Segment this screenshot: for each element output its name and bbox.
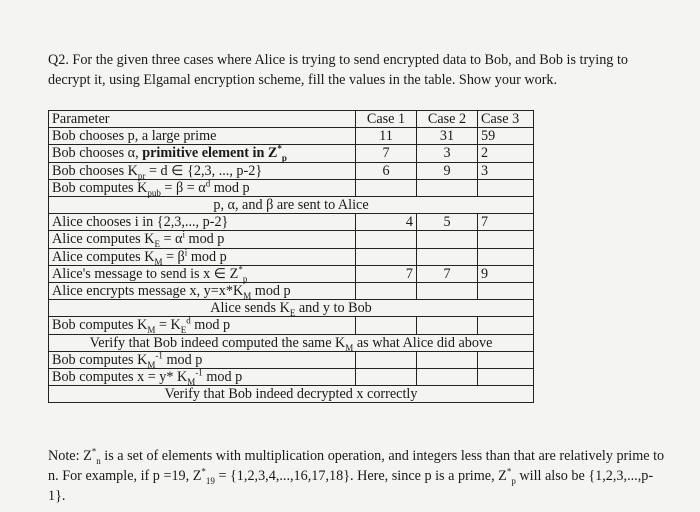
question-text: Q2. For the given three cases where Alice is trying to send encrypted data to Bob, and Bob is trying to decrypt it, using Elgamal encryption scheme, fill the values in the table. Show your work. <box>48 52 628 88</box>
cell-case1[interactable] <box>356 317 417 334</box>
table-row <box>49 283 534 300</box>
table-row <box>49 128 534 145</box>
table-row <box>49 317 534 334</box>
cell-case2[interactable] <box>417 231 478 248</box>
cell-case2[interactable]: 3 <box>417 145 478 162</box>
cell-case3[interactable] <box>478 179 534 196</box>
table-row <box>49 265 534 282</box>
cell-case1[interactable] <box>356 231 417 248</box>
cell-case1[interactable] <box>356 248 417 265</box>
sent-to-alice-label: p, α, and β are sent to Alice <box>49 197 534 214</box>
header-parameter: Parameter <box>49 111 356 128</box>
table-row <box>49 248 534 265</box>
cell-case1[interactable] <box>356 369 417 386</box>
row-label: Bob chooses $K_{pr} = d$ ∈ {2,3, ..., p-2} <box>49 162 356 179</box>
sends-to-bob-label: Alice sends $K_E$ and y to Bob <box>49 300 534 317</box>
cell-case3[interactable] <box>478 283 534 300</box>
cell-case3[interactable] <box>478 248 534 265</box>
row-label: Bob chooses α, primitive element in $Z^*_p$ <box>49 145 356 162</box>
cell-case2[interactable] <box>417 317 478 334</box>
cell-case3[interactable] <box>478 369 534 386</box>
row-label: Alice computes $K_E = \alpha^i$ mod p <box>49 231 356 248</box>
row-label: Bob computes $K_{pub} = \beta = \alpha^d$ mod p <box>49 179 356 196</box>
row-label: Bob chooses p, a large prime <box>49 128 356 145</box>
cell-case3[interactable]: 3 <box>478 162 534 179</box>
cell-case3[interactable]: 2 <box>478 145 534 162</box>
table-row <box>49 179 534 196</box>
verify-x-label: Verify that Bob indeed decrypted x correctly <box>49 386 534 403</box>
cell-case2[interactable] <box>417 179 478 196</box>
cell-case2[interactable]: 9 <box>417 162 478 179</box>
row-label: Alice computes $K_M = \beta^i$ mod p <box>49 248 356 265</box>
table-row <box>49 214 534 231</box>
cell-case1[interactable]: 11 <box>356 128 417 145</box>
cell-case1[interactable]: 7 <box>356 145 417 162</box>
table-row <box>49 197 534 214</box>
cell-case1[interactable] <box>356 179 417 196</box>
cell-case1[interactable]: 4 <box>356 214 417 231</box>
table-row <box>49 300 534 317</box>
table-row <box>49 386 534 403</box>
table-row <box>49 351 534 368</box>
table-row <box>49 145 534 162</box>
table-row <box>49 369 534 386</box>
cell-case3[interactable] <box>478 317 534 334</box>
row-label: Alice encrypts message x, $y=x*K_M$ mod p <box>49 283 356 300</box>
row-label: Alice chooses i in {2,3,..., p-2} <box>49 214 356 231</box>
cell-case3[interactable] <box>478 351 534 368</box>
cell-case2[interactable] <box>417 283 478 300</box>
cell-case2[interactable]: 31 <box>417 128 478 145</box>
row-label: Alice's message to send is x ∈ $Z^*_p$ <box>49 265 356 282</box>
cell-case2[interactable] <box>417 351 478 368</box>
table-row <box>49 162 534 179</box>
table-header-row <box>49 111 534 128</box>
table-row <box>49 231 534 248</box>
row-label: Bob computes $K_M^{-1}$ mod p <box>49 351 356 368</box>
table-row <box>49 334 534 351</box>
cell-case3[interactable]: 59 <box>478 128 534 145</box>
cell-case1[interactable] <box>356 351 417 368</box>
verify-km-label: Verify that Bob indeed computed the same $K_M$ as what Alice did above <box>49 334 534 351</box>
cell-case3[interactable]: 9 <box>478 265 534 282</box>
header-case1: Case 1 <box>356 111 417 128</box>
cell-case1[interactable] <box>356 283 417 300</box>
cell-case3[interactable] <box>478 231 534 248</box>
note-text: Note: $Z^*_n$ is a set of elements with multiplication operation, and integers less than that are relatively prime to n. For example, if p =19, $Z^*_{19} = \{1,2,3,4,...,16,17,18\}$. Here, since p is a prime, $Z^*_p$ will also be {1,2,3,...,p-1}. <box>48 446 665 504</box>
cell-case2[interactable]: 7 <box>417 265 478 282</box>
cell-case2[interactable] <box>417 369 478 386</box>
cell-case2[interactable]: 5 <box>417 214 478 231</box>
header-case3: Case 3 <box>478 111 534 128</box>
cell-case1[interactable]: 6 <box>356 162 417 179</box>
elgamal-table <box>48 110 534 403</box>
cell-case1[interactable]: 7 <box>356 265 417 282</box>
cell-case3[interactable]: 7 <box>478 214 534 231</box>
cell-case2[interactable] <box>417 248 478 265</box>
row-label: Bob computes x = y* $K_M^{-1}$ mod p <box>49 369 356 386</box>
row-label: Bob computes $K_M = K_E^d$ mod p <box>49 317 356 334</box>
header-case2: Case 2 <box>417 111 478 128</box>
